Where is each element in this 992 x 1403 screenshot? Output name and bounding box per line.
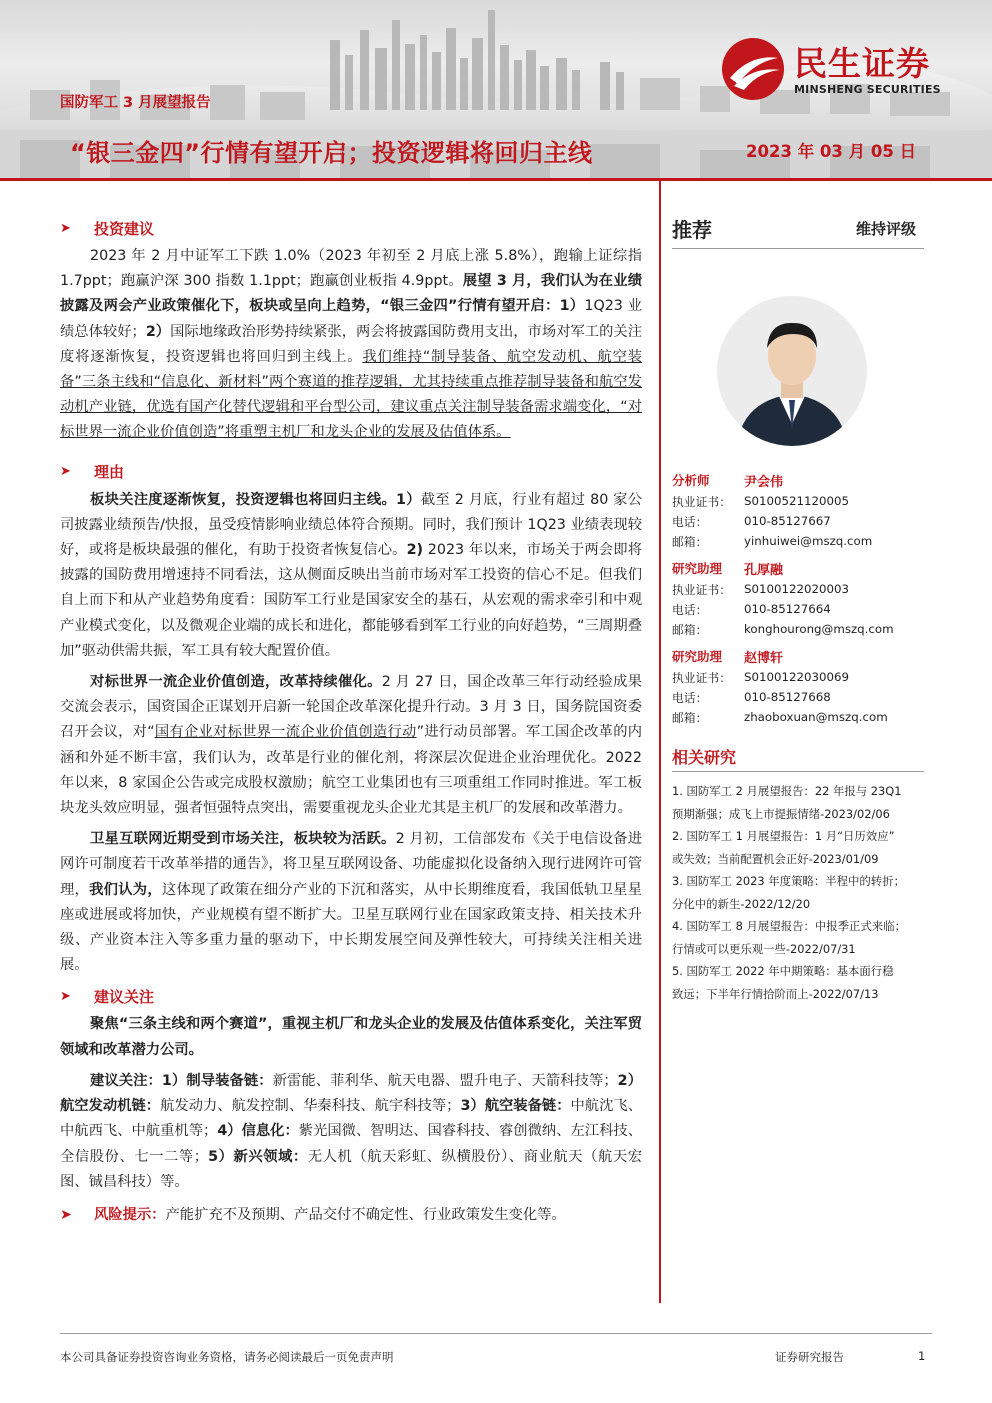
analyst-role: 分析师 [672, 473, 710, 488]
mail-value[interactable]: konghourong@mszq.com [744, 622, 894, 636]
rating-bar [672, 208, 924, 249]
mail-value[interactable]: zhaoboxuan@mszq.com [744, 710, 888, 724]
cert-label: 执业证书： [672, 670, 731, 685]
related-research-title: 相关研究 [672, 741, 924, 772]
main-column [60, 210, 642, 1228]
recommend-label: 推荐 [672, 217, 712, 242]
cert-value: S0100122020003 [744, 582, 850, 596]
arrow-icon: ➤ [60, 1206, 72, 1223]
reason-paragraph-3: 卫星互联网近期受到市场关注，板块较为活跃。2 月初，工信部发布《关于电信设备进网许可制度若干改革举措的通告》，将卫星互联网设备、功能虚拟化设备纳入现行进网许可管理，我们认为，这体现了政策在细分产业的下沉和落实，从中长期维度看，我国低轨卫星星座或进展或将加快，产业规模有望不断扩大。卫星互联网行业在国家政策支持、相关技术升级、产业资本注入等多重力量的驱动下，中长期发展空间及弹性较大，可持续关注相关进展。 [60, 831, 643, 974]
logo [720, 36, 970, 106]
related-research-list [672, 780, 924, 1005]
header-divider [0, 178, 992, 181]
related-item[interactable]: 2. 国防军工 1 月展望报告：1 月“日历效应” 或失效；当前配置机会正好-2023/01/09 [672, 829, 895, 866]
footer-divider [60, 1333, 932, 1334]
logo-english-name: MINSHENG SECURITIES [794, 83, 941, 96]
section-header-focus [60, 982, 642, 1010]
page-number: 1 [918, 1349, 926, 1363]
analyst-name: 孔厚融 [744, 562, 784, 578]
analyst-block-1 [672, 469, 924, 551]
analyst-block-2 [672, 557, 924, 639]
section-header-invest [60, 214, 642, 242]
focus-paragraph-2: 建议关注：1）制导装备链：新雷能、菲利华、航天电器、盟升电子、天箭科技等；2）航空发动机链：航发动力、航发控制、华秦科技、航宇科技等；3）航空装备链：中航沈飞、中航西飞、中航重机等；4）信息化：紫光国微、智明达、国睿科技、睿创微纳、左江科技、全信股份、七一二等；5）新兴领域：无人机（航天彩虹、纵横股份）、商业航天（航天宏图、铖昌科技）等。 [60, 1072, 643, 1190]
section-header-reason [60, 458, 642, 486]
mail-label: 邮箱： [672, 710, 708, 725]
invest-paragraph: 2023 年 2 月中证军工下跌 1.0%（2023 年初至 2 月底上涨 5.8%），跑输上证综指 1.7ppt；跑赢沪深 300 指数 1.1ppt；跑赢创业板指 4.9ppt。展望 3 月，我们认为在业绩披露及两会产业政策催化下，板块或呈向上趋势，“银三金四”行情有望开启：1）1Q23 业绩总体较好；2）国际地缘政治形势持续紧张，两会将披露国防费用支出，市场对军工的关注度将逐渐恢复，投资逻辑也将回归到主线上。我们维持“制导装备、航空发动机、航空装备”三条主线和“信息化、新材料”两个赛道的推荐逻辑，尤其持续重点推荐制导装备和航空发动机产业链，优选有国产化替代逻辑和平台型公司，建议重点关注制导装备需求端变化，“对标世界一流企业价值创造”将重塑主机厂和龙头企业的发展及估值体系。 [60, 248, 643, 441]
section-title: 建议关注 [94, 987, 155, 1006]
section-title: 理由 [94, 463, 125, 482]
tel-value: 010-85127667 [744, 514, 831, 528]
report-type: 国防军工 3 月展望报告 [60, 95, 211, 111]
sidebar [672, 208, 924, 1005]
mail-label: 邮箱： [672, 534, 708, 549]
tel-label: 电话： [672, 602, 708, 617]
cert-label: 执业证书： [672, 582, 731, 597]
tel-value: 010-85127668 [744, 690, 831, 704]
report-headline: “银三金四”行情有望开启；投资逻辑将回归主线 [70, 139, 593, 167]
arrow-icon: ➤ [60, 464, 71, 480]
section-title: 投资建议 [94, 219, 155, 238]
rating-label: 维持评级 [855, 219, 916, 238]
reason-paragraph-1: 板块关注度逐渐恢复，投资逻辑也将回归主线。1）截至 2 月底，行业有超过 80 家公司披露业绩预告/快报，虽受疫情影响业绩总体符合预期。同时，我们预计 1Q23 业绩表现较好，或将是板块最强的催化，有助于投资者恢复信心。2) 2023 年以来，市场关于两会即将披露的国防费用增速持不同看法，这从侧面反映出当前市场对军工投资的信心不足。但我们自上而下和从产业趋势角度看：国防军工行业是国家安全的基石，从宏观的需求牵引和中观产业模式变化，以及微观企业端的成长和进化，都能够看到军工行业的向好趋势，“三周期叠加”驱动供需共振，军工具有较大配置价值。 [60, 491, 642, 659]
tel-value: 010-85127664 [744, 602, 831, 616]
analyst-role: 研究助理 [672, 649, 723, 664]
analyst-name: 赵博轩 [744, 650, 784, 666]
logo-chinese-name: 民生证券 [794, 44, 930, 83]
focus-paragraph-1: 聚焦“三条主线和两个赛道”，重视主机厂和龙头企业的发展及估值体系变化，关注军贸领域和改革潜力公司。 [60, 1016, 642, 1058]
minsheng-logo-icon [720, 36, 786, 102]
footer-disclaimer: 本公司具备证券投资咨询业务资格，请务必阅读最后一页免责声明 [60, 1350, 394, 1364]
report-date: 2023 年 03 月 05 日 [746, 142, 917, 161]
tel-label: 电话： [672, 514, 708, 529]
related-item[interactable]: 3. 国防军工 2023 年度策略：半程中的转折； 分化中的新生-2022/12/20 [672, 874, 905, 911]
analyst-photo [717, 296, 867, 446]
analyst-name: 尹会伟 [744, 474, 784, 490]
analyst-block-3 [672, 645, 924, 727]
column-divider [659, 181, 661, 1303]
related-item[interactable]: 4. 国防军工 8 月展望报告：中报季正式来临； 行情或可以更乐观一些-2022/07/31 [672, 919, 907, 956]
cert-value: S0100521120005 [744, 494, 850, 508]
risk-text: 产能扩充不及预期、产品交付不确定性、行业政策发生变化等。 [165, 1206, 566, 1223]
analyst-role: 研究助理 [672, 561, 723, 576]
related-item[interactable]: 5. 国防军工 2022 年中期策略：基本面行稳 致远；下半年行情拾阶而上-2022/07/13 [672, 964, 894, 1001]
risk-label: 风险提示： [94, 1206, 166, 1223]
cert-label: 执业证书： [672, 494, 731, 509]
mail-value[interactable]: yinhuiwei@mszq.com [744, 534, 873, 548]
arrow-icon: ➤ [60, 988, 71, 1004]
cert-value: S0100122030069 [744, 670, 850, 684]
analyst-portrait-icon [717, 296, 867, 446]
footer-report-type: 证券研究报告 [775, 1350, 844, 1364]
arrow-icon: ➤ [60, 220, 71, 236]
tel-label: 电话： [672, 690, 708, 705]
risk-note [60, 1203, 642, 1228]
mail-label: 邮箱： [672, 622, 708, 637]
reason-paragraph-2: 对标世界一流企业价值创造，改革持续催化。2 月 27 日，国企改革三年行动经验成果交流会表示，国资国企正谋划开启新一轮国企改革深化提升行动。3 月 3 日，国务院国资委召开会议，对“国有企业对标世界一流企业价值创造行动”进行动员部署。军工国企改革的内涵和外延不断丰富，我们认为，改革是行业的催化剂，将深层次促进企业治理优化。2022 年以来，8 家国企公告或完成股权激励；航空工业集团也有三项重组工作同时推进。军工板块龙头效应明显，强者恒强特点突出，需要重视龙头企业尤其是主机厂的发展和改革潜力。 [60, 674, 643, 817]
related-item[interactable]: 1. 国防军工 2 月展望报告：22 年报与 23Q1 预期渐强；成飞上市提振情绪-2023/02/06 [672, 784, 902, 821]
